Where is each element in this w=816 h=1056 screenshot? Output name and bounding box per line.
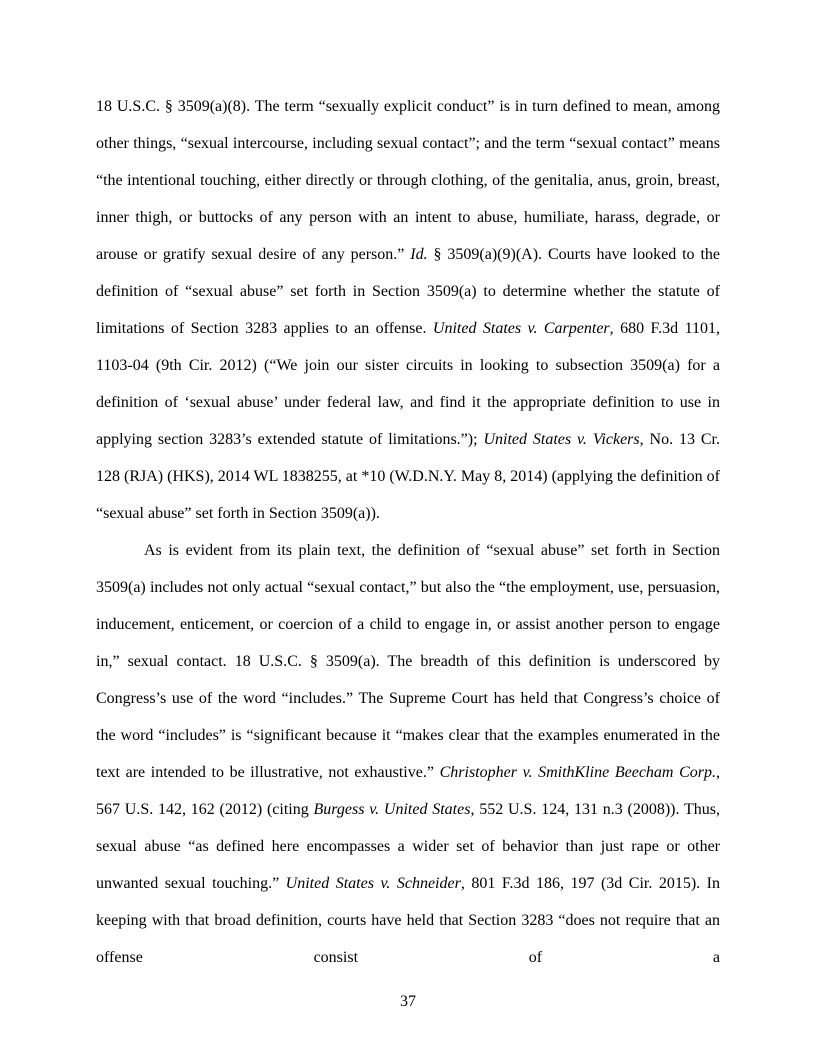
case-citation: United States v. Carpenter [432, 320, 610, 337]
body-text-run: § 3509(a)(9)(A). Courts have looked to the definition of “sexual abuse” set forth in Section 3509(a) to determine whether the statute of limitations of Section 3283 applies to an offense. [96, 246, 721, 337]
case-citation: Id. [410, 246, 428, 263]
body-text-run: , 801 F.3d 186, 197 (3d Cir. 2015). In keeping with that broad definition, courts have held that Section 3283 “does not require that an offense consist of a [96, 875, 720, 966]
body-text-run: , 552 U.S. 124, 131 n.3 (2008)). Thus, sexual abuse “as defined here encompasses a wider set of behavior than just rape or other unwanted sexual touching.” [96, 801, 720, 892]
paragraph-statute-definition [96, 88, 720, 532]
case-citation: Christopher v. SmithKline Beecham Corp. [439, 764, 717, 781]
case-citation: United States v. Vickers [483, 431, 640, 448]
body-text [96, 88, 720, 976]
page-number: 37 [400, 993, 416, 1010]
body-text-run: , No. 13 Cr. 128 (RJA) (HKS), 2014 WL 1838255, at *10 (W.D.N.Y. May 8, 2014) (applying the definition of “sexual abuse” set forth in Section 3509(a)). [96, 431, 720, 522]
case-citation: Burgess v. United States [313, 801, 471, 818]
paragraph-plain-text-analysis [96, 532, 720, 976]
body-text-run: 18 U.S.C. § 3509(a)(8). The term “sexually explicit conduct” is in turn defined to mean, among other things, “sexual intercourse, including sexual contact”; and the term “sexual contact” means “the intentional touching, either directly or through clothing, of the genitalia, anus, groin, breast, inner thigh, or buttocks of any person with an intent to abuse, humiliate, harass, degrade, or arouse or gratify sexual desire of any person.” [96, 98, 720, 263]
case-citation: United States v. Schneider [285, 875, 461, 892]
body-text-run: , 680 F.3d 1101, 1103-04 (9th Cir. 2012) (“We join our sister circuits in looking to subsection 3509(a) for a definition of ‘sexual abuse’ under federal law, and find it the appropriate definition to use in applying section 3283’s extended statute of limitations.”); [96, 320, 720, 448]
body-text-run: As is evident from its plain text, the definition of “sexual abuse” set forth in Section 3509(a) includes not only actual “sexual contact,” but also the “the employment, use, persuasion, inducement, enticement, or coercion of a child to engage in, or assist another person to engage in,” sexual contact. 18 U.S.C. § 3509(a). The breadth of this definition is underscored by Congress’s use of the word “includes.” The Supreme Court has held that Congress’s choice of the word “includes” is “significant because it “makes clear that the examples enumerated in the text are intended to be illustrative, not exhaustive.” [96, 542, 720, 781]
body-text-run: , 567 U.S. 142, 162 (2012) (citing [96, 764, 721, 818]
